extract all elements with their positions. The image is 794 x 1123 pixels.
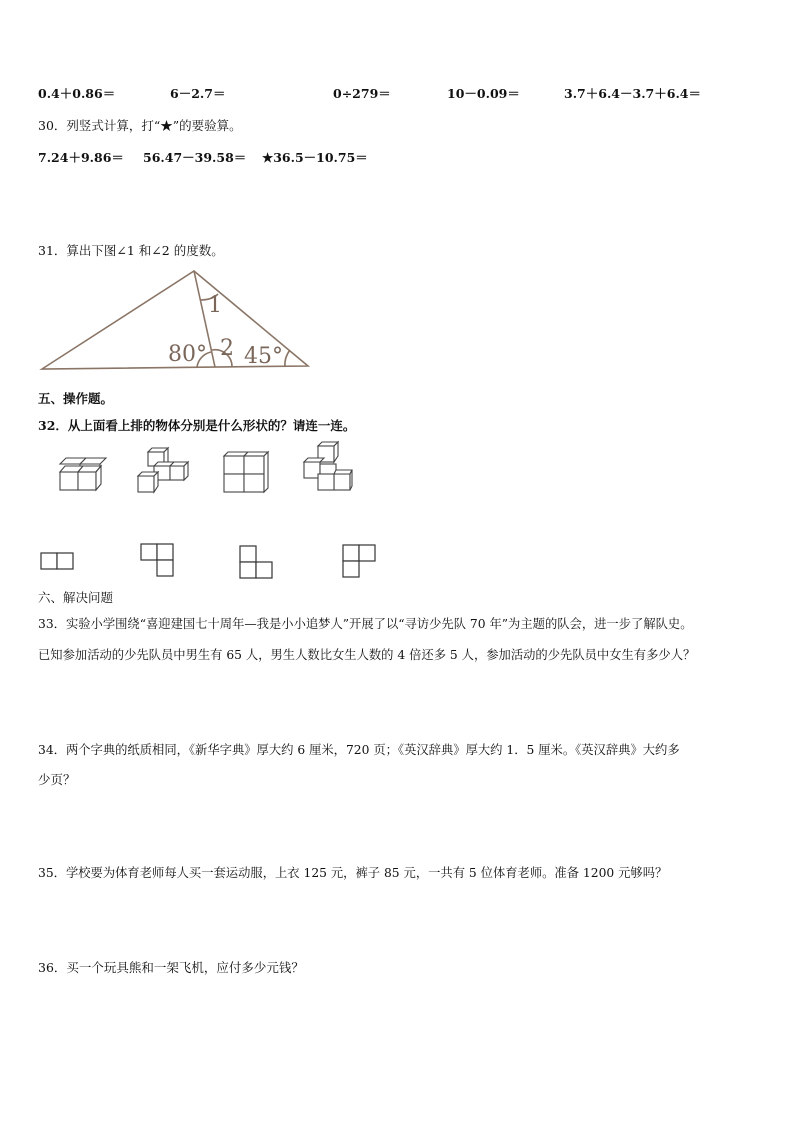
top-view-1 bbox=[40, 552, 80, 574]
question-31-title: 31．算出下图∠1 和∠2 的度数。 bbox=[38, 243, 224, 258]
triangle-cevian bbox=[194, 271, 215, 367]
angle80-arc bbox=[197, 352, 211, 367]
question-33-line1: 33．实验小学围绕“喜迎建国七十周年—我是小小追梦人”开展了以“寻访少先队 70 年”为主题的队会，进一步了解队史。 bbox=[38, 617, 693, 631]
triangle-outline bbox=[42, 271, 308, 369]
oral-calc-4: 10－0.09＝ bbox=[447, 86, 520, 101]
top-view-4 bbox=[342, 544, 382, 584]
question-35: 35．学校要为体育老师每人买一套运动服，上衣 125 元，裤子 85 元，一共有 5 位体育老师。准备 1200 元够吗？ bbox=[38, 866, 668, 880]
oral-calc-5: 3.7＋6.4－3.7＋6.4＝ bbox=[564, 86, 701, 101]
top-view-3 bbox=[239, 545, 279, 585]
question-32-title: 32．从上面看上排的物体分别是什么形状的？请连一连。 bbox=[38, 418, 356, 433]
angle45-arc bbox=[285, 350, 290, 367]
q30-item-1: 7.24＋9.86＝ bbox=[38, 150, 124, 165]
cube-figure-4 bbox=[298, 442, 358, 494]
question-30-title: 30．列竖式计算，打“★”的要验算。 bbox=[38, 118, 242, 133]
angle2-label: 2 bbox=[220, 336, 234, 361]
section-6-heading: 六、解决问题 bbox=[38, 590, 114, 605]
question-36: 36．买一个玩具熊和一架飞机，应付多少元钱？ bbox=[38, 960, 304, 975]
question-34-line2: 少页？ bbox=[38, 772, 76, 787]
cube-figure-1 bbox=[52, 452, 112, 502]
angle1-arc bbox=[200, 294, 218, 300]
section-5-heading: 五、操作题。 bbox=[38, 391, 114, 406]
question-34-line1: 34．两个字典的纸质相同，《新华字典》厚大约 6 厘米，720 页；《英汉辞典》厚大约 1．5 厘米。《英汉辞典》大约多 bbox=[38, 743, 680, 757]
cube-figure-2 bbox=[134, 446, 194, 498]
question-33-line2: 已知参加活动的少先队员中男生有 65 人，男生人数比女生人数的 4 倍还多 5 人，参加活动的少先队员中女生有多少人？ bbox=[38, 648, 696, 662]
oral-calc-2: 6－2.7＝ bbox=[170, 86, 226, 101]
angle80-label: 80° bbox=[168, 342, 207, 367]
angle2-arc bbox=[212, 350, 232, 367]
angle1-label: 1 bbox=[208, 293, 222, 318]
q30-item-3: ★36.5－10.75＝ bbox=[262, 150, 368, 165]
oral-calc-1: 0.4＋0.86＝ bbox=[38, 86, 116, 101]
q30-item-2: 56.47－39.58＝ bbox=[143, 150, 247, 165]
oral-calc-3: 0÷279＝ bbox=[333, 86, 391, 101]
cube-figure-3 bbox=[218, 448, 278, 500]
top-view-2 bbox=[140, 543, 180, 583]
angle45-label: 45° bbox=[244, 344, 283, 369]
